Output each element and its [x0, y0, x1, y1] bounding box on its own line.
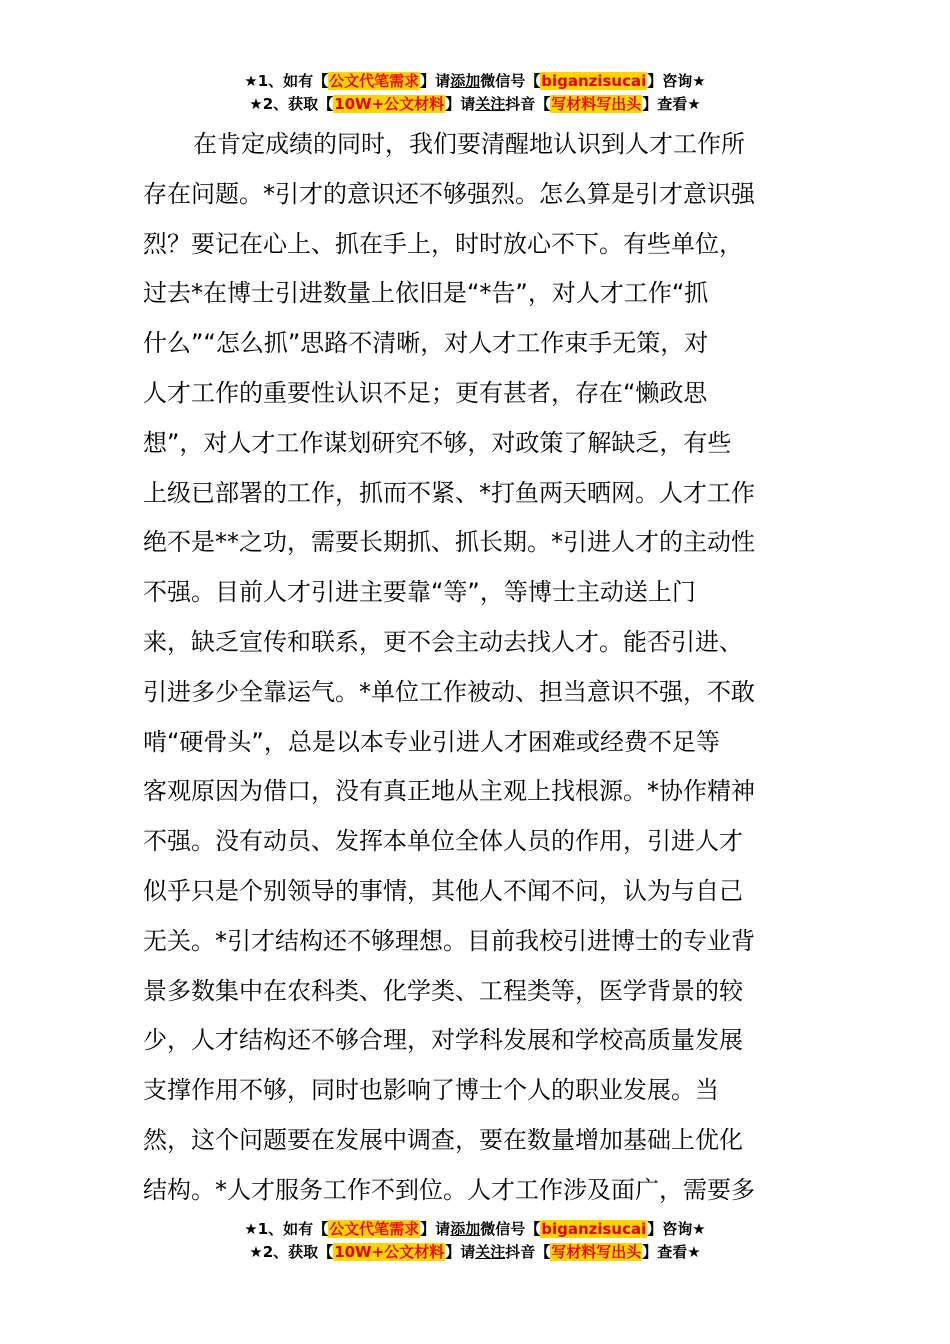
document-body: [143, 120, 808, 1216]
header-underline-follow: 关注: [475, 95, 506, 113]
body-line: 景多数集中在农科类、化学类、工程类等，医学背景的较: [143, 976, 743, 1005]
body-line: 结构。*人才服务工作不到位。人才工作涉及面广，需要多: [143, 1175, 755, 1204]
header-highlight-wechat-id: biganzisucai: [541, 72, 647, 90]
body-line: 似乎只是个别领导的事情，其他人不闻不问，认为与自己: [143, 876, 743, 905]
body-line: 然，这个问题要在发展中调查，要在数量增加基础上优化: [143, 1125, 743, 1154]
body-line: 支撑作用不够，同时也影响了博士个人的职业发展。当: [143, 1076, 719, 1105]
body-line: 上级已部署的工作，抓而不紧、*打鱼两天晒网。人才工作: [143, 478, 755, 507]
footer-line-1-prefix: ★1、如有【: [244, 1220, 329, 1238]
footer-line-2-text-2: 抖音【: [505, 1243, 551, 1261]
body-line: 不强。没有动员、发挥本单位全体人员的作用，引进人才: [143, 827, 743, 856]
body-line: 什么”“怎么抓”思路不清晰，对人才工作束手无策，对: [143, 329, 709, 358]
body-line: 引进多少全靠运气。*单位工作被动、担当意识不强，不敢: [143, 677, 755, 706]
footer-line-1-text-2: 微信号【: [480, 1220, 541, 1238]
footer-line-1-text: 】请: [420, 1220, 451, 1238]
body-line: 存在问题。*引才的意识还不够强烈。怎么算是引才意识强: [143, 179, 755, 208]
body-line: 想”，对人才工作谋划研究不够，对政策了解缺乏，有些: [143, 428, 732, 457]
header-line-2-text: 】请: [445, 95, 476, 113]
body-line: 在肯定成绩的同时，我们要清醒地认识到人才工作所: [193, 130, 745, 158]
header-line-2-prefix: ★2、获取【: [249, 95, 334, 113]
header-line-1: [0, 70, 950, 93]
body-line: 烈？要记在心上、抓在手上，时时放心不下。有些单位，: [143, 229, 743, 258]
footer-highlight-douyin: 写材料写出头: [551, 1243, 642, 1261]
header-line-1-prefix: ★1、如有【: [244, 72, 329, 90]
header-banner: [0, 70, 950, 116]
body-line: 过去*在博士引进数量上依旧是“*告”，对人才工作“抓: [143, 279, 709, 308]
header-line-2-text-2: 抖音【: [505, 95, 551, 113]
footer-highlight-service: 公文代笔需求: [329, 1220, 420, 1238]
header-line-1-text: 】请: [420, 72, 451, 90]
footer-highlight-wechat-id: biganzisucai: [541, 1220, 647, 1238]
footer-line-1: [0, 1218, 950, 1241]
header-highlight-service: 公文代笔需求: [329, 72, 420, 90]
body-line: 来，缺乏宣传和联系，更不会主动去找人才。能否引进、: [143, 627, 743, 656]
body-line: 无关。*引才结构还不够理想。目前我校引进博士的专业背: [143, 926, 755, 955]
footer-line-2-text: 】请: [445, 1243, 476, 1261]
footer-highlight-materials: 10W+公文材料: [334, 1243, 445, 1261]
header-line-1-suffix: 】咨询★: [647, 72, 706, 90]
body-line: 少，人才结构还不够合理，对学科发展和学校高质量发展: [143, 1026, 743, 1055]
header-underline-add: 添加: [450, 72, 481, 90]
footer-line-1-suffix: 】咨询★: [647, 1220, 706, 1238]
body-line: 人才工作的重要性认识不足；更有甚者，存在“懒政思: [143, 378, 708, 407]
header-highlight-douyin: 写材料写出头: [551, 95, 642, 113]
body-line: 啃“硬骨头”，总是以本专业引进人才困难或经费不足等: [143, 727, 720, 756]
body-line: 绝不是**之功，需要长期抓、抓长期。*引进人才的主动性: [143, 528, 755, 557]
footer-banner: [0, 1218, 950, 1264]
footer-underline-follow: 关注: [475, 1243, 506, 1261]
header-line-2-suffix: 】查看★: [642, 95, 701, 113]
body-line: 客观原因为借口，没有真正地从主观上找根源。*协作精神: [143, 777, 755, 806]
footer-underline-add: 添加: [450, 1220, 481, 1238]
header-line-1-text-2: 微信号【: [480, 72, 541, 90]
footer-line-2-suffix: 】查看★: [642, 1243, 701, 1261]
header-highlight-materials: 10W+公文材料: [334, 95, 445, 113]
body-line: 不强。目前人才引进主要靠“等”，等博士主动送上门: [143, 578, 696, 607]
footer-line-2: [0, 1241, 950, 1264]
footer-line-2-prefix: ★2、获取【: [249, 1243, 334, 1261]
header-line-2: [0, 93, 950, 116]
